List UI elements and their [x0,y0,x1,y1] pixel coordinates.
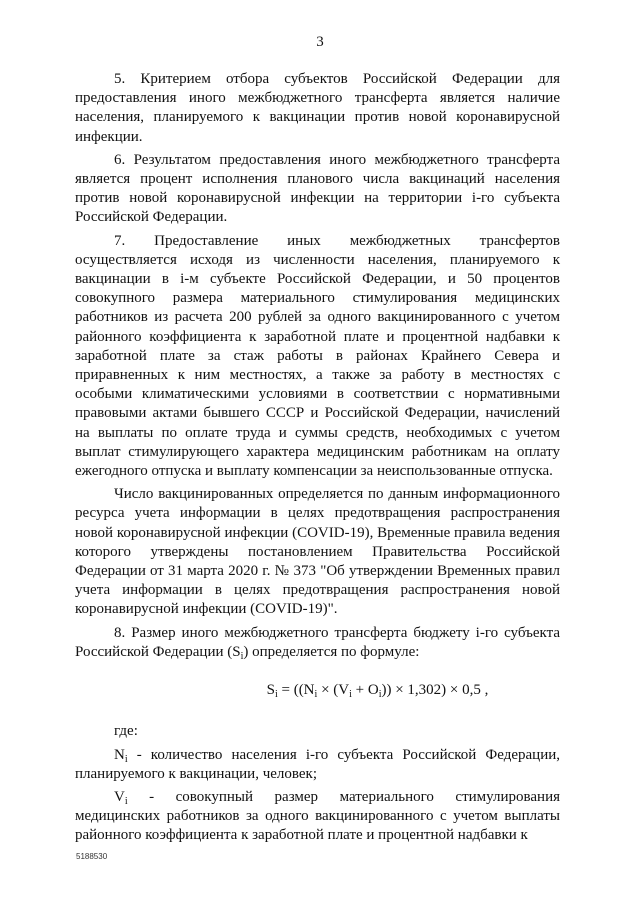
document-body [75,70,560,850]
definition-n [75,746,560,784]
paragraph-6: 6. Результатом предоставления иного межбюджетного трансферта является процент исполнения планового числа вакцинаций населения против новой коронавирусной инфекции на территории i-го субъекта Российской Федерации. [75,151,560,226]
formula-expression [267,681,489,700]
formula-part-4: )) × 1,302) × 0,5 , [381,682,489,699]
definition-v [75,788,560,846]
formula-part-2: × (V [317,682,350,699]
page-number: 3 [316,34,324,50]
definition-n-sub: i [124,753,128,765]
formula-s-sub: i [274,689,278,701]
paragraph-5: 5. Критерием отбора субъектов Российской Федерации для предоставления иного межбюджетного трансферта является наличие населения, планируемого к вакцинации против новой коронавирусной инфекции. [75,71,560,145]
paragraph-8-subscript: i [240,650,244,662]
where-label: где: [114,723,138,740]
formula-s: S [266,682,275,699]
definition-v-symbol: V [114,788,125,805]
formula [75,681,560,700]
definition-n-symbol: N [114,746,125,763]
definition-v-sub: i [124,795,128,807]
paragraph-7: 7. Предоставление иных межбюджетных трансфертов осуществляется исходя из численности населения, планируемого к вакцинации в i-м субъекте Российской Федерации, и 50 процентов совокупного размера материального стимулирования медицинских работников из расчета 200 рублей за одного вакцинированного с учетом районного коэффициента к заработной плате и процентной надбавки к заработной плате за стаж работы в районах Крайнего Севера и приравненных к ним местностях, а также за работу в местностях с особыми климатическими условиями в соответствии с нормативными правовыми актами бывшего СССР и Российской Федерации, начислений на выплаты по оплате труда и суммы средств, необходимых с учетом выплат стимулирующего характера медицинским работникам на оплату ежегодного отпуска и выплату компенсации за неиспользованные отпуска. [75,232,560,480]
definition-v-text: - совокупный размер материального стимулирования медицинских работников за одного вакцинированного с учетом выплаты районного коэффициента к заработной плате и процентной надбавки к [75,788,560,844]
formula-o-sub: i [378,689,382,701]
formula-n-sub: i [314,689,318,701]
paragraph-8-text-end: ) определяется по формуле: [243,643,420,660]
paragraph-8-text: 8. Размер иного межбюджетного трансферта бюджету i-го субъекта Российской Федерации (S [75,624,560,660]
formula-part-1: = ((N [277,682,315,699]
formula-v-sub: i [349,689,352,701]
document-code: 5188530 [76,852,108,861]
definition-n-text: - количество населения i-го субъекта Российской Федерации, планируемого к вакцинации, человек; [75,746,560,782]
formula-part-3: + O [351,682,379,699]
paragraph-7-continued: Число вакцинированных определяется по данным информационного ресурса учета информации в целях предотвращения распространения новой коронавирусной инфекции (COVID-19), Временные правила ведения которого утверждены постановлением Правительства Российской Федерации от 31 марта 2020 г. № 373 "Об утверждении Временных правил учета информации в целях предотвращения распространения новой коронавирусной инфекции (COVID-19)". [75,486,560,618]
paragraph-8 [75,624,560,662]
